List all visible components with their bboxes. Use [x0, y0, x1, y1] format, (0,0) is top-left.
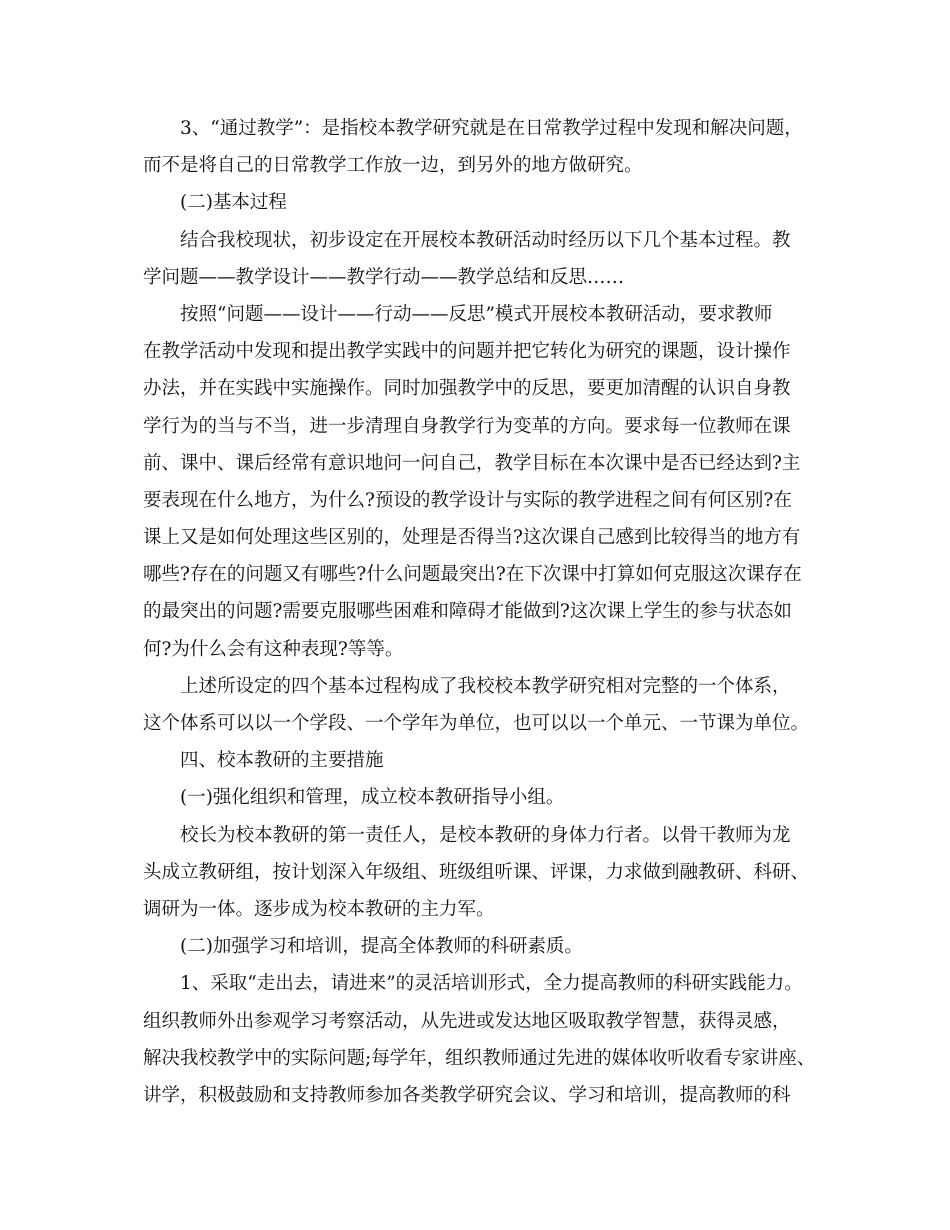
section-heading: (二)基本过程 — [180, 192, 287, 214]
paragraph-line: 组织教师外出参观学习考察活动，从先进或发达地区吸取教学智慧，获得灵感， — [143, 1010, 791, 1032]
subsection-heading: (一)强化组织和管理，成立校本教研指导小组。 — [180, 787, 565, 809]
paragraph-line: 哪些?存在的问题又有哪些?什么问题最突出?在下次课中打算如何克服这次课存在 — [143, 564, 802, 586]
paragraph-line: 头成立教研组，按计划深入年级组、班级组听课、评课，力求做到融教研、科研、 — [143, 861, 810, 883]
paragraph-line: 而不是将自己的日常教学工作放一边，到另外的地方做研究。 — [143, 155, 643, 177]
paragraph-line: 学行为的当与不当，进一步清理自身教学行为变革的方向。要求每一位教师在课 — [143, 415, 791, 437]
paragraph-line: 学问题——教学设计——教学行动——教学总结和反思…… — [143, 266, 625, 288]
paragraph-line: 3、“通过教学”：是指校本教学研究就是在日常教学过程中发现和解决问题， — [180, 118, 803, 139]
paragraph-line: 在教学活动中发现和提出教学实践中的问题并把它转化为研究的课题，设计操作 — [143, 341, 791, 363]
paragraph-line: 1、采取“走出去，请进来”的灵活培训形式，全力提高教师的科研实践能力。 — [180, 973, 803, 995]
paragraph-line: 的最突出的问题?需要克服哪些困难和障碍才能做到?这次课上学生的参与状态如 — [143, 601, 792, 623]
paragraph-line: 上述所设定的四个基本过程构成了我校校本教学研究相对完整的一个体系， — [180, 675, 791, 697]
paragraph-line: 按照“问题——设计——行动——反思”模式开展校本教研活动，要求教师 — [180, 303, 773, 325]
paragraph-line: 前、课中、课后经常有意识地问一问自己，教学目标在本次课中是否已经达到?主 — [143, 452, 801, 474]
paragraph-line: 课上又是如何处理这些区别的，处理是否得当?这次课自己感到比较得当的地方有 — [143, 527, 801, 549]
paragraph-line: 调研为一体。逐步成为校本教研的主力军。 — [143, 898, 495, 920]
paragraph-line: 要表现在什么地方，为什么?预设的教学设计与实际的教学进程之间有何区别?在 — [143, 489, 792, 511]
subsection-heading: (二)加强学习和培训，提高全体教师的科研素质。 — [180, 936, 583, 958]
section-heading: 四、校本教研的主要措施 — [180, 750, 384, 772]
paragraph-line: 解决我校教学中的实际问题;每学年，组织教师通过先进的媒体收听收看专家讲座、 — [143, 1047, 816, 1069]
paragraph-line: 校长为校本教研的第一责任人，是校本教研的身体力行者。以骨干教师为龙 — [180, 824, 791, 846]
paragraph-line: 办法，并在实践中实施操作。同时加强教学中的反思，要更加清醒的认识自身教 — [143, 378, 791, 400]
paragraph-line: 讲学，积极鼓励和支持教师参加各类教学研究会议、学习和培训，提高教师的科 — [143, 1084, 791, 1106]
paragraph-line: 这个体系可以以一个学段、一个学年为单位，也可以以一个单元、一节课为单位。 — [143, 713, 810, 734]
document-body — [143, 110, 815, 1114]
paragraph-line: 何?为什么会有这种表现?等等。 — [143, 638, 404, 660]
paragraph-line: 结合我校现状，初步设定在开展校本教研活动时经历以下几个基本过程。教 — [180, 229, 791, 251]
